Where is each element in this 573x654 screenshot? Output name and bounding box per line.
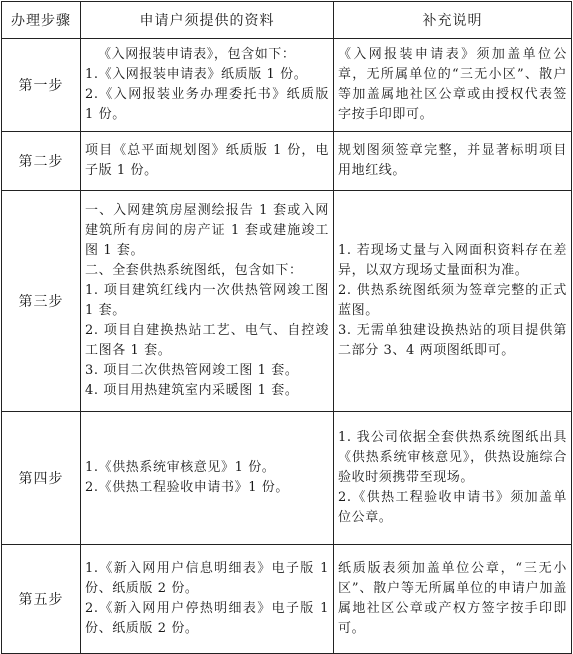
materials-line: 1. 项目建筑红线内一次供热管网竣工图 1 套。 (85, 283, 329, 318)
notes-line: 1. 我公司依据全套供热系统图纸出具《供热系统审核意见》，供热设施综合验收时须携带至现场。 (338, 430, 567, 485)
notes-cell (334, 132, 572, 191)
procedure-table (1, 1, 572, 654)
header-notes: 补充说明 (334, 2, 572, 39)
materials-cell (81, 545, 334, 654)
materials-cell (81, 412, 334, 545)
table-row (2, 412, 572, 545)
table-row (2, 39, 572, 132)
step-cell: 第五步 (2, 545, 81, 654)
materials-line: 项目《总平面规划图》纸质版 1 份，电子版 1 份。 (85, 143, 329, 178)
table-header-row (2, 2, 572, 39)
notes-cell (334, 191, 572, 412)
notes-line: 2.《供热工程验收申请书》须加盖单位公章。 (338, 490, 567, 525)
table-row (2, 545, 572, 654)
materials-line: 2.《入网报装业务办理委托书》纸质版 1 份。 (85, 87, 329, 122)
document (1, 1, 571, 654)
step-cell: 第三步 (2, 191, 81, 412)
header-materials: 申请户须提供的资料 (81, 2, 334, 39)
table-row (2, 132, 572, 191)
materials-cell (81, 39, 334, 132)
notes-cell (334, 545, 572, 654)
notes-line: 《入网报装申请表》须加盖单位公章，无所属单位的“三无小区”、散户等加盖属地社区公章或由授权代表签字按手印即可。 (338, 47, 567, 122)
notes-line: 规划图须签章完整，并显著标明项目用地红线。 (338, 143, 567, 178)
materials-line: 3. 项目二次供热管网竣工图 1 套。 (85, 363, 299, 378)
materials-line: 2.《供热工程验收申请书》1 份。 (85, 480, 290, 495)
materials-line: 《入网报装申请表》，包含如下： (98, 47, 296, 62)
materials-line: 4. 项目用热建筑室内采暖图 1 套。 (85, 383, 299, 398)
materials-line: 2.《新入网用户停热明细表》电子版 1 份、纸质版 2 份。 (85, 601, 329, 636)
step-cell: 第四步 (2, 412, 81, 545)
notes-line: 1. 若现场丈量与入网面积资料存在差异，以双方现场丈量面积为准。 (338, 243, 567, 278)
step-cell: 第一步 (2, 39, 81, 132)
materials-cell (81, 191, 334, 412)
materials-line: 一、入网建筑房屋测绘报告 1 套或入网建筑所有房间的房产证 1 套或建施竣工图 1 套。 (85, 203, 329, 258)
notes-line: 3. 无需单独建设换热站的项目提供第二部分 3、4 两项图纸即可。 (338, 323, 567, 358)
materials-line: 2. 项目自建换热站工艺、电气、自控竣工图各 1 套。 (85, 323, 329, 358)
table-row (2, 191, 572, 412)
header-step: 办理步骤 (2, 2, 81, 39)
step-cell: 第二步 (2, 132, 81, 191)
materials-line: 1.《供热系统审核意见》1 份。 (85, 460, 276, 475)
notes-line: 纸质版表须加盖单位公章，“三无小区”、散户等无所属单位的申请户加盖属地社区公章或产权方签字按手印即可。 (338, 561, 567, 636)
notes-cell (334, 412, 572, 545)
notes-line: 2. 供热系统图纸须为签章完整的正式蓝图。 (338, 283, 567, 318)
notes-cell (334, 39, 572, 132)
materials-cell (81, 132, 334, 191)
materials-line: 二、全套供热系统图纸，包含如下： (85, 263, 303, 278)
materials-line: 1.《新入网用户信息明细表》电子版 1 份、纸质版 2 份。 (85, 561, 329, 596)
materials-line: 1.《入网报装申请表》纸质版 1 份。 (85, 67, 308, 82)
